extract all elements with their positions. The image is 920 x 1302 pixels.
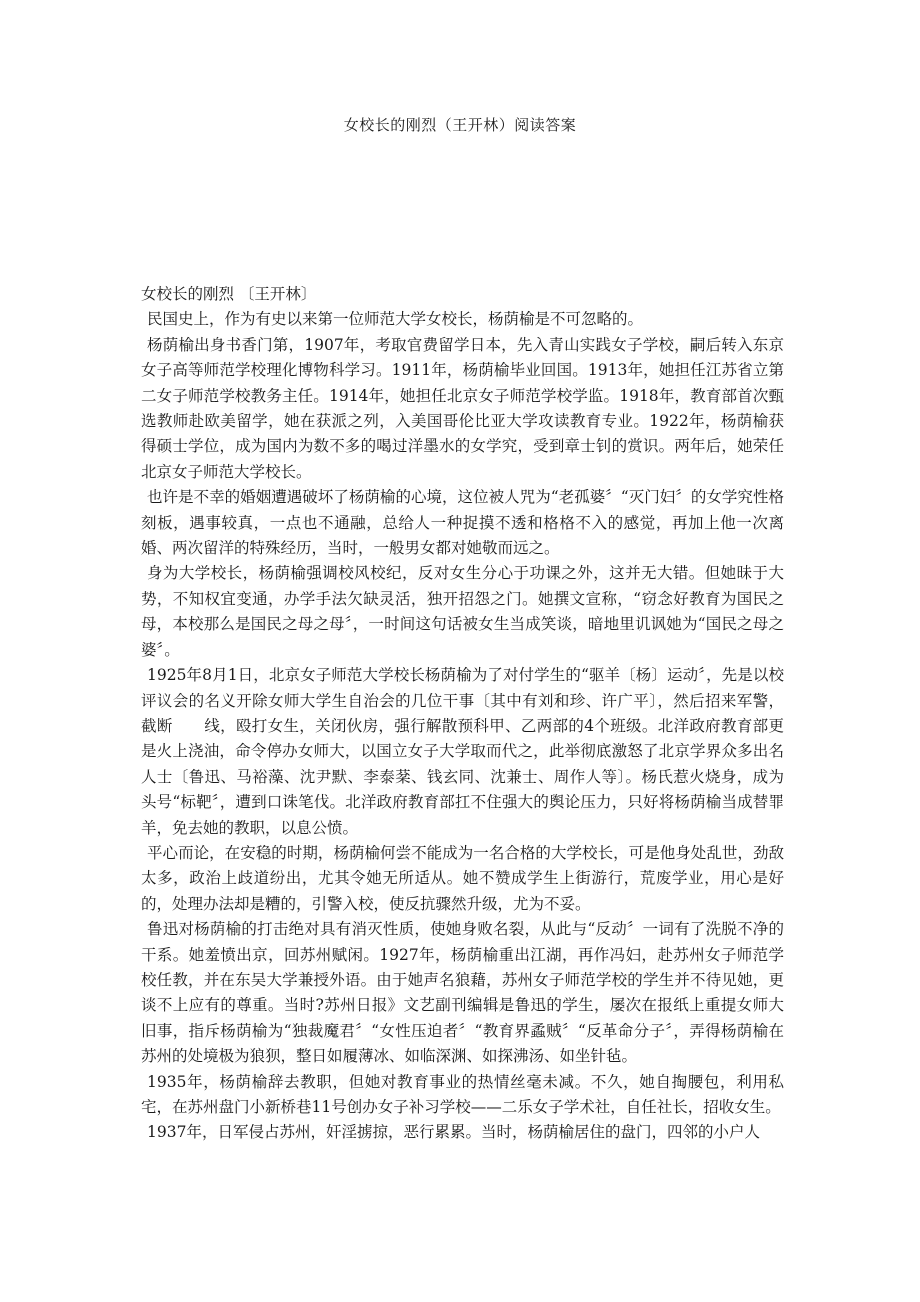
article-paragraph: 平心而论，在安稳的时期，杨荫榆何尝不能成为一名合格的大学校长，可是他身处乱世，劲敌太多，政治上歧道纷出，尤其令她无所适从。她不赞成学生上街游行，荒废学业，用心是好的，处理办法却是糟的，引警入校，使反抗骤然升级，尤为不妥。 [141, 843, 784, 913]
article-paragraph: 1925年8月1日，北京女子师范大学校长杨荫榆为了对付学生的“驱羊〔杨〕运动〞，先是以校评议会的名义开除女师大学生自治会的几位干事〔其中有刘和珍、许广平〕，然后招来军警，截断 线，殴打女生，关闭伙房，强行解散预科甲、乙两部的4个班级。北洋政府教育部更是火上浇油，命令停办女师大，以国立女子大学取而代之，此举彻底激怒了北京学界众多出名人士〔鲁迅、马裕藻、沈尹默、李泰棻、钱玄同、沈兼士、周作人等〕。杨氏惹火烧身，成为头号“标靶〞，遭到口诛笔伐。北洋政府教育部扛不住强大的舆论压力，只好将杨荫榆当成替罪羊，免去她的教职，以息公愤。 [141, 666, 784, 837]
article-paragraph: 民国史上，作为有史以来第一位师范大学女校长，杨荫榆是不可忽略的。 [147, 310, 644, 329]
article-body [141, 282, 784, 1146]
article-heading: 女校长的刚烈 〔王开林〕 [141, 285, 317, 303]
article-paragraph: 1937年，日军侵占苏州，奸淫掳掠，恶行累累。当时，杨荫榆居住的盘门，四邻的小户人 [147, 1123, 760, 1142]
document-title: 女校长的刚烈（王开林）阅读答案 [343, 116, 577, 134]
article-paragraph: 1935年，杨荫榆辞去教职，但她对教育事业的热情丝毫未减。不久，她自掏腰包，利用私宅，在苏州盘门小新桥巷11号创办女子补习学校——二乐女子学术社，自任社长，招收女生。 [141, 1072, 784, 1116]
article-paragraph: 杨荫榆出身书香门第，1907年，考取官费留学日本，先入青山实践女子学校，嗣后转入东京女子高等师范学校理化博物科学习。1911年，杨荫榆毕业回国。1913年，她担任江苏省立第二女子师范学校教务主任。1914年，她担任北京女子师范学校学监。1918年，教育部首次甄选教师赴欧美留学，她在获派之列，入美国哥伦比亚大学攻读教育专业。1922年，杨荫榆获得硕士学位，成为国内为数不多的喝过洋墨水的女学究，受到章士钊的赏识。两年后，她荣任北京女子师范大学校长。 [141, 335, 784, 481]
article-paragraph: 鲁迅对杨荫榆的打击绝对具有消灭性质，使她身败名裂，从此与“反动〞一词有了洗脱不净的干系。她羞愤出京，回苏州赋闲。1927年，杨荫榆重出江湖，再作冯妇，赴苏州女子师范学校任教，并在东吴大学兼授外语。由于她声名狼藉，苏州女子师范学校的学生并不待见她，更谈不上应有的尊重。当时?苏州日报》文艺副刊编辑是鲁迅的学生，屡次在报纸上重提女师大旧事，指斥杨荫榆为“独裁魔君〞“女性压迫者〞“教育界蟊贼〞“反革命分子〞，弄得杨荫榆在苏州的处境极为狼狈，整日如履薄冰、如临深渊、如探沸汤、如坐针毡。 [141, 920, 784, 1066]
article-paragraph: 身为大学校长，杨荫榆强调校风校纪，反对女生分心于功课之外，这并无大错。但她昧于大势，不知权宜变通，办学手法欠缺灵活，独开招怨之门。她撰文宣称，“窃念好教育为国民之母，本校那么是国民之母之母〞，一时间这句话被女生当成笑谈，暗地里讥讽她为“国民之母之婆〞。 [141, 564, 784, 659]
article-paragraph: 也许是不幸的婚姻遭遇破坏了杨荫榆的心境，这位被人咒为“老孤婆〞“灭门妇〞的女学究性格刻板，遇事较真，一点也不通融，总给人一种捉摸不透和格格不入的感觉，再加上他一次离婚、两次留洋的特殊经历，当时，一般男女都对她敬而远之。 [141, 488, 784, 558]
